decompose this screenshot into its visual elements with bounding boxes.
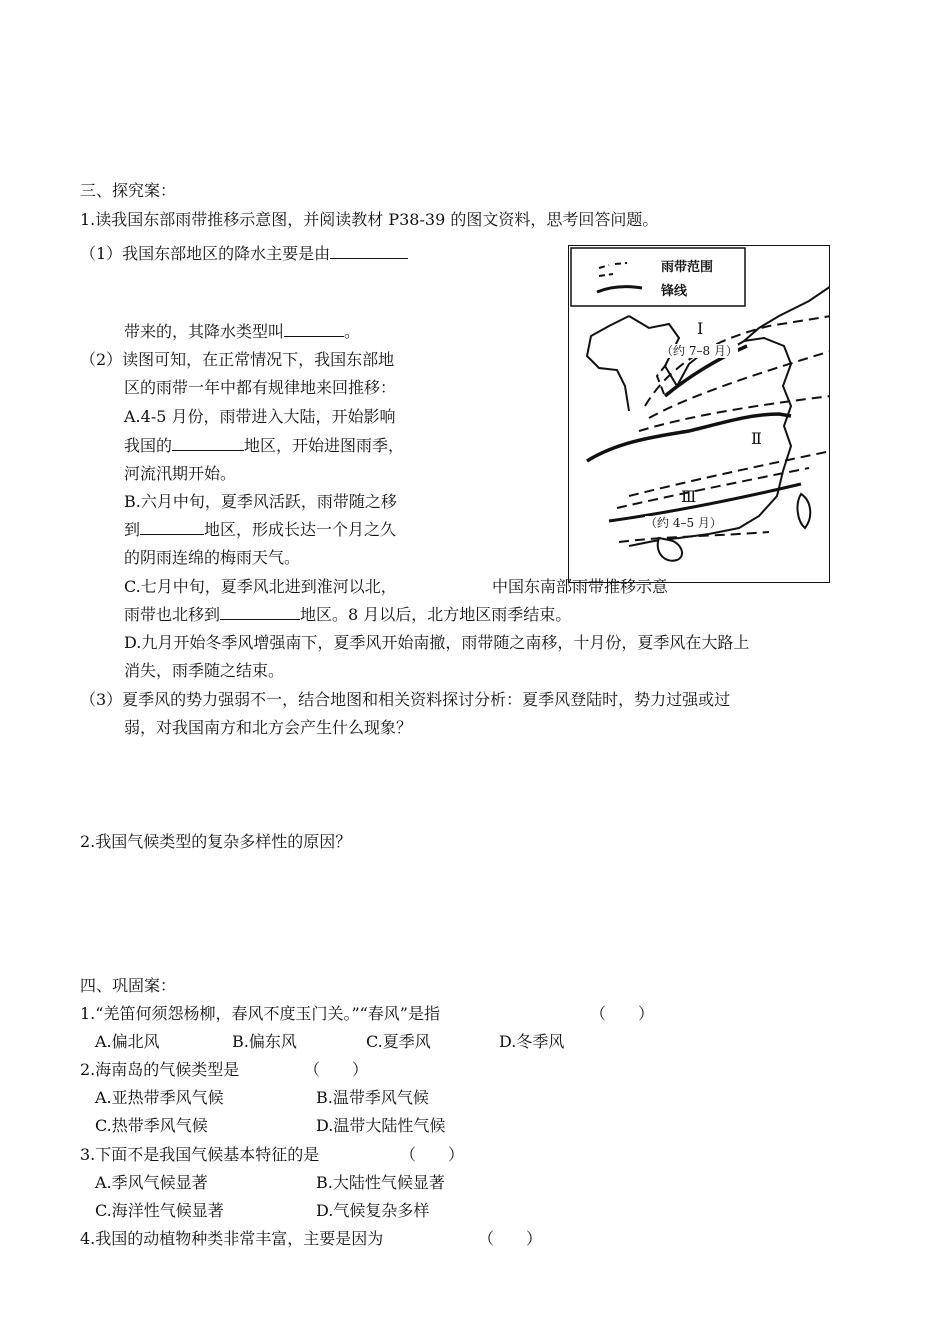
part-1-text-end: 。	[344, 322, 361, 341]
quiz-question-4: 4.我国的动植物种类非常丰富，主要是因为	[80, 1229, 384, 1248]
part-2b-text-a: 到	[124, 520, 141, 539]
part-2a-line-1: A.4-5 月份，雨带进入大陆，开始影响	[124, 407, 396, 426]
map-caption: 中国东南部雨带推移示意	[492, 577, 669, 596]
part-2d-line-1: D.九月开始冬季风增强南下，夏季风开始南撤，雨带随之南移，十月份，夏季风在大路上	[124, 633, 750, 652]
answer-blank[interactable]	[140, 520, 204, 535]
quiz-3-option-b[interactable]: B.大陆性气候显著	[316, 1173, 445, 1192]
map-drawing	[569, 246, 830, 583]
legend-front-label: 锋线	[661, 284, 688, 299]
quiz-3-option-d[interactable]: D.气候复杂多样	[316, 1201, 430, 1220]
part-1-line-b	[124, 322, 360, 342]
rainband-2-outline-north	[639, 396, 830, 431]
part-2b-line-2	[124, 520, 396, 540]
part-1-line-a	[80, 244, 408, 264]
legend-box	[571, 248, 745, 306]
quiz-2-option-a[interactable]: A.亚热带季风气候	[95, 1088, 224, 1107]
quiz-question-1: 1.“羌笛何须怨杨柳，春风不度玉门关。”“春风”是指	[80, 1004, 440, 1023]
rain-belt-map	[568, 245, 830, 583]
question-2: 2.我国气候类型的复杂多样性的原因？	[80, 832, 352, 851]
part-2c-line-1: C.七月中旬，夏季风北进到淮河以北，	[124, 577, 397, 596]
section4-heading: 四、巩固案：	[80, 976, 177, 995]
question-1-intro: 1.读我国东部雨带推移示意图，并阅读教材 P38-39 的图文资料，思考回答问题。	[80, 210, 659, 229]
part-1-text-a: （1）我国东部地区的降水主要是由	[80, 244, 331, 263]
hainan-island	[658, 538, 682, 561]
part-2a-text-a: 我国的	[124, 436, 173, 455]
part-3-line-1: （3）夏季风的势力强弱不一，结合地图和相关资料探讨分析：夏季风登陆时，势力过强或过	[80, 690, 731, 709]
quiz-1-option-c[interactable]: C.夏季风	[366, 1032, 431, 1051]
quiz-question-1-answer[interactable]: （ ）	[590, 1004, 655, 1023]
region-3-label: Ⅲ	[681, 487, 697, 506]
part-2a-text-b: 地区，开始进图雨季，	[244, 436, 405, 455]
northwest-coastline	[587, 316, 629, 411]
quiz-question-3: 3.下面不是我国气候基本特征的是	[80, 1145, 320, 1164]
quiz-question-2-answer[interactable]: （ ）	[304, 1060, 369, 1079]
quiz-1-option-d[interactable]: D.冬季风	[499, 1032, 565, 1051]
taiwan-island	[798, 494, 811, 528]
quiz-1-option-b[interactable]: B.偏东风	[232, 1032, 297, 1051]
part-2-line-a: （2）读图可知，在正常情况下，我国东部地	[80, 350, 395, 369]
quiz-question-2: 2.海南岛的气候类型是	[80, 1060, 240, 1079]
answer-blank[interactable]	[172, 436, 244, 451]
answer-blank[interactable]	[220, 605, 300, 620]
part-2-line-b: 区的雨带一年中都有规律地来回推移：	[124, 378, 397, 397]
part-1-text-b: 带来的，其降水类型叫	[124, 322, 285, 341]
quiz-question-3-answer[interactable]: （ ）	[400, 1145, 465, 1164]
quiz-3-option-c[interactable]: C.海洋性气候显著	[95, 1201, 224, 1220]
answer-blank[interactable]	[330, 244, 408, 259]
legend-rainband-label: 雨带范围	[661, 260, 714, 275]
quiz-3-option-a[interactable]: A.季风气候显著	[95, 1173, 208, 1192]
answer-blank[interactable]	[284, 322, 344, 337]
part-2b-line-3: 的阴雨连绵的梅雨天气。	[124, 548, 301, 567]
part-2b-text-b: 地区，形成长达一个月之久	[204, 520, 397, 539]
region-3-period: （约 4–5 月）	[645, 516, 722, 530]
part-2a-line-2	[124, 436, 404, 456]
quiz-question-4-answer[interactable]: （ ）	[478, 1229, 543, 1248]
part-2c-text-a: 雨带也北移到	[124, 605, 221, 624]
rainband-2-outline-south	[629, 451, 830, 496]
region-1-period: （约 7–8 月）	[661, 344, 738, 358]
quiz-1-option-a[interactable]: A.偏北风	[95, 1032, 160, 1051]
quiz-2-option-b[interactable]: B.温带季风气候	[316, 1088, 429, 1107]
part-2a-line-3: 河流汛期开始。	[124, 464, 237, 483]
region-2-label: Ⅱ	[751, 429, 762, 448]
section3-heading: 三、探究案：	[80, 181, 177, 200]
quiz-2-option-d[interactable]: D.温带大陆性气候	[316, 1116, 446, 1135]
part-2b-line-1: B.六月中旬，夏季风活跃，雨带随之移	[124, 492, 397, 511]
part-3-line-2: 弱，对我国南方和北方会产生什么现象？	[124, 718, 413, 737]
quiz-2-option-c[interactable]: C.热带季风气候	[95, 1116, 208, 1135]
part-2d-line-2: 消失，雨季随之结束。	[124, 661, 285, 680]
part-2c-line-2	[124, 605, 571, 625]
region-1-label: Ⅰ	[697, 319, 704, 338]
part-2c-text-b: 地区。8 月以后，北方地区雨季结束。	[300, 605, 572, 624]
